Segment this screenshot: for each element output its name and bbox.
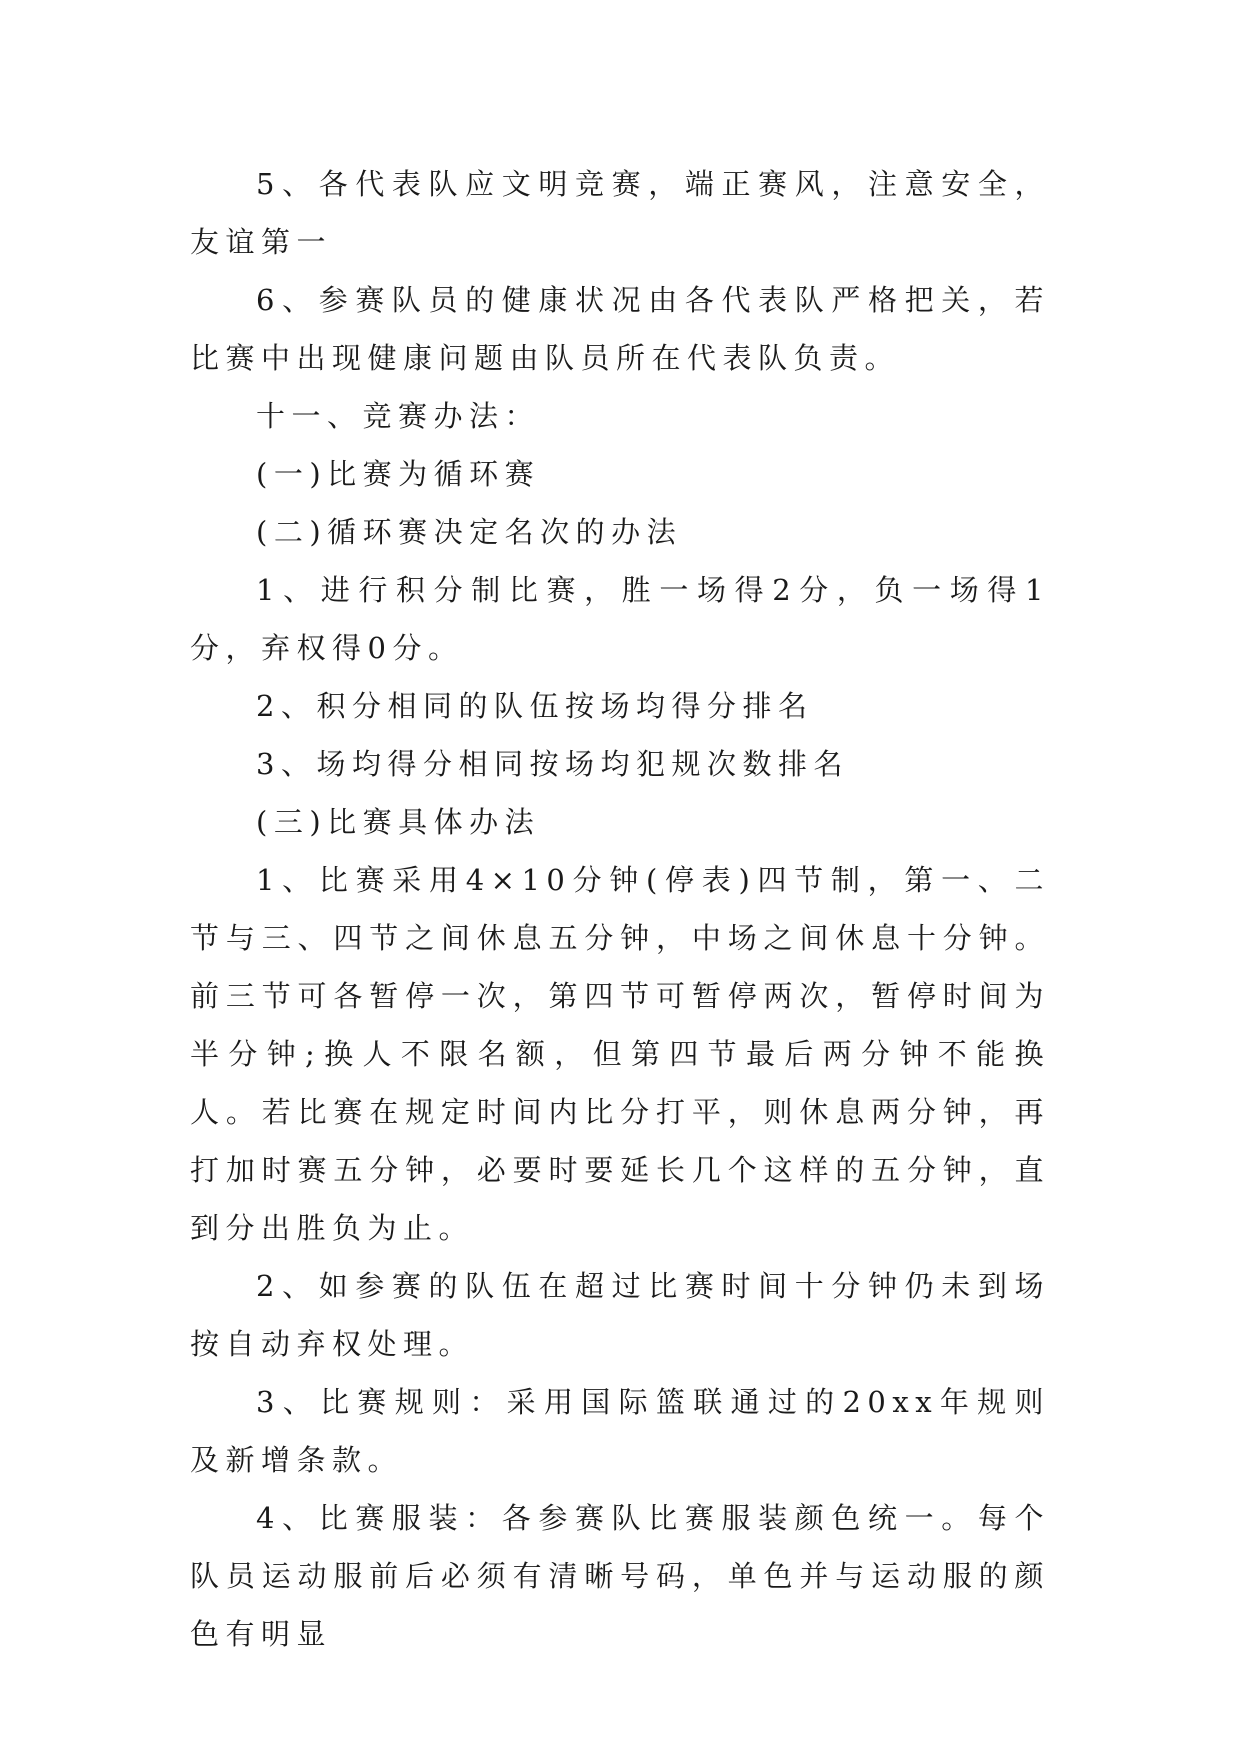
paragraph-forfeit: 2、如参赛的队伍在超过比赛时间十分钟仍未到场按自动弃权处理。 [190,1269,1050,1361]
paragraph-rule-6: 6、参赛队员的健康状况由各代表队严格把关，若比赛中出现健康问题由队员所在代表队负责。 [190,283,1050,375]
paragraph-points-system: 1、进行积分制比赛，胜一场得2分，负一场得1分，弃权得0分。 [190,573,1050,665]
document-page [190,155,1050,1663]
subheading-round-robin: (一)比赛为循环赛 [256,457,541,491]
paragraph-match-format: 1、比赛采用4×10分钟(停表)四节制，第一、二节与三、四节之间休息五分钟，中场之间休息十分钟。前三节可各暂停一次，第四节可暂停两次，暂停时间为半分钟;换人不限名额，但第四节最后两分钟不能换人。若比赛在规定时间内比分打平，则休息两分钟，再打加时赛五分钟，必要时要延长几个这样的五分钟，直到分出胜负为止。 [190,863,1050,1245]
paragraph-rules: 3、比赛规则：采用国际篮联通过的20xx年规则及新增条款。 [190,1385,1050,1477]
paragraph-tie-average-score: 2、积分相同的队伍按场均得分排名 [256,689,814,723]
paragraph-uniforms: 4、比赛服装：各参赛队比赛服装颜色统一。每个队员运动服前后必须有清晰号码，单色并与运动服的颜色有明显 [190,1501,1050,1651]
subheading-ranking-method: (二)循环赛决定名次的办法 [256,515,683,549]
section-heading-competition-method: 十一、竞赛办法： [256,399,541,433]
subheading-match-specifics: (三)比赛具体办法 [256,805,541,839]
paragraph-rule-5: 5、各代表队应文明竞赛，端正赛风，注意安全，友谊第一 [190,167,1050,259]
paragraph-tie-average-fouls: 3、场均得分相同按场均犯规次数排名 [256,747,849,781]
